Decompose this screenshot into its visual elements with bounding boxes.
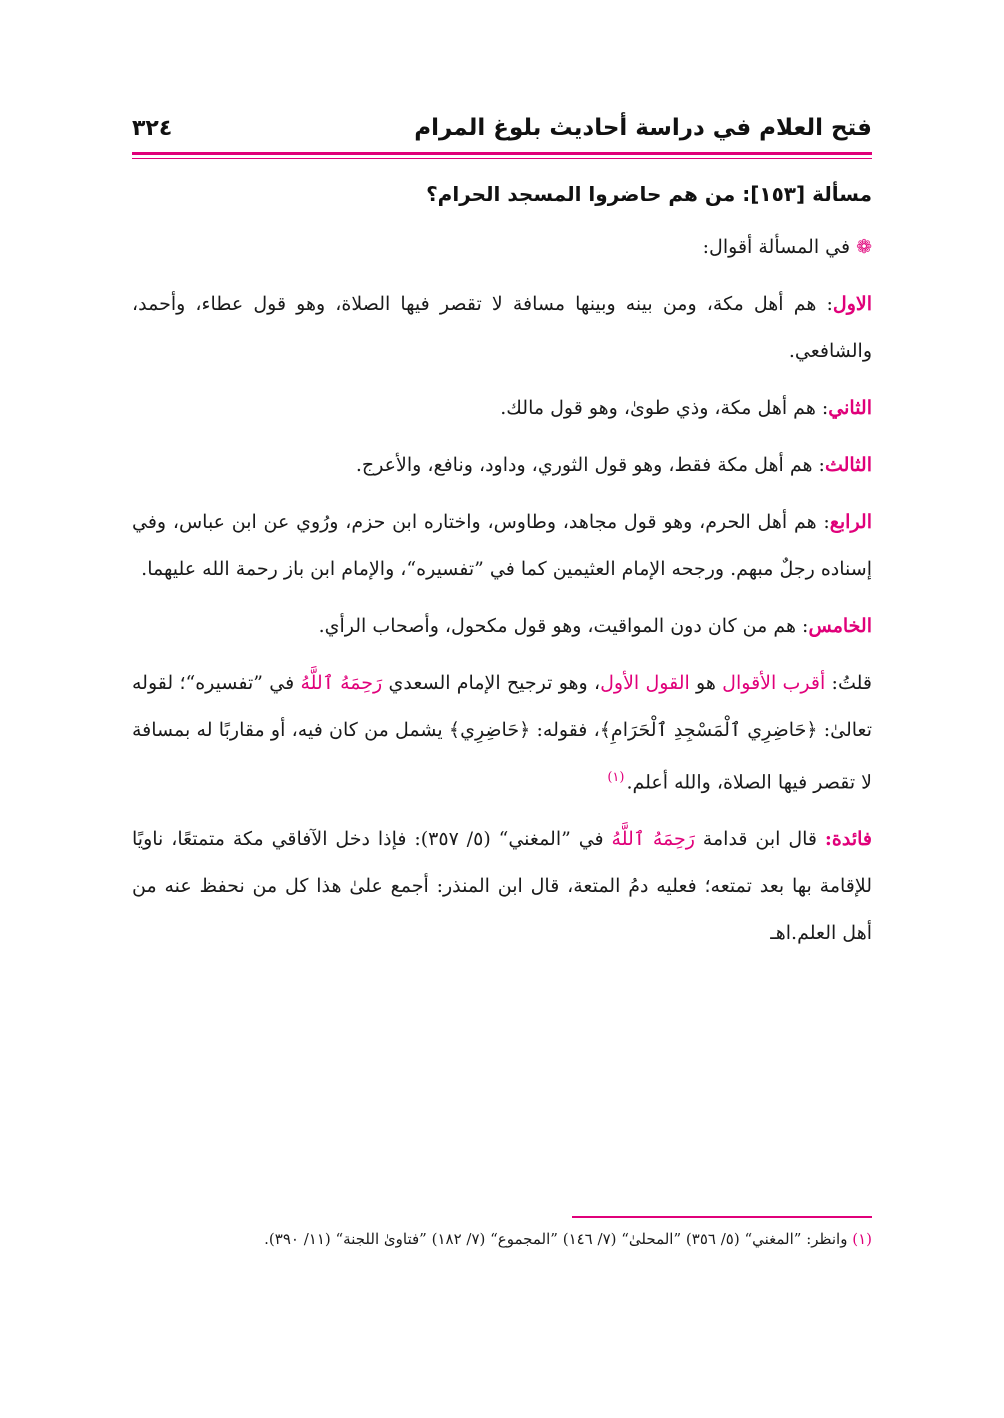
- opinion-text: : هم أهل مكة فقط، وهو قول الثوري، وداود، ونافع، والأعرج.: [355, 454, 825, 476]
- question-heading: مسألة [١٥٣]: من هم حاضروا المسجد الحرام؟: [426, 182, 872, 206]
- footnote-separator: [572, 1216, 872, 1218]
- opinion-label: الخامس: [808, 615, 872, 637]
- intro-text: في المسألة أقوال:: [702, 236, 851, 258]
- benefit-label: فائدة:: [824, 828, 872, 851]
- conclusion-highlight: أقرب الأقوال: [722, 672, 826, 694]
- conclusion-highlight-2: القول الأول: [600, 672, 690, 694]
- page-number: ٣٢٤: [132, 115, 173, 141]
- opinion-text: : هم أهل مكة، وذي طوىٰ، وهو قول مالك.: [500, 397, 829, 419]
- footnote-item: [132, 1226, 872, 1252]
- flower-bullet-icon: ❁: [856, 236, 872, 258]
- page-body: [132, 170, 872, 967]
- opinion-label: الرابع: [829, 511, 872, 533]
- conclusion-mid1: هو: [689, 672, 723, 694]
- opinion-4: [132, 499, 872, 593]
- honorific: رَحِمَهُ ٱللَّهُ: [300, 672, 383, 694]
- opinion-3: [132, 442, 872, 489]
- opinion-text: : هم من كان دون المواقيت، وهو قول مكحول، وأصحاب الرأي.: [318, 615, 809, 637]
- opinion-label: الثاني: [828, 397, 872, 419]
- footnote-ref[interactable]: (١): [607, 770, 625, 785]
- benefit-part1: قال ابن قدامة: [694, 828, 825, 851]
- header-rule-thin: [132, 158, 872, 159]
- benefit-part2: في ”المغني“ (٥/ ٣٥٧): فإذا دخل الآفاقي مكة متمتعًا، ناويًا للإقامة بها بعد تمتعه؛ فعليه دمُ المتعة، قال ابن المنذر: أجمع علىٰ هذا كل من نحفظ عنه من أهل العلم.اهـ: [132, 828, 872, 945]
- opinion-text: : هم أهل الحرم، وهو قول مجاهد، وطاوس، واختاره ابن حزم، ورُوي عن ابن عباس، وفي إسناده رجلٌ مبهم. ورجحه الإمام العثيمين كما في ”تفسيره“، والإمام ابن باز رحمة الله عليهما.: [132, 511, 872, 580]
- opinion-2: [132, 385, 872, 432]
- opinion-5: [132, 603, 872, 650]
- header-rule-thick: [132, 152, 872, 155]
- opinion-label: الثالث: [824, 454, 872, 476]
- conclusion-paragraph: [132, 660, 872, 806]
- opinion-1: [132, 281, 872, 375]
- conclusion-mid2: ، وهو ترجيح الإمام السعدي: [382, 672, 601, 694]
- conclusion-prefix: قلتُ:: [825, 672, 872, 694]
- footnote-text: وانظر: ”المغني“ (٥/ ٣٥٦) ”المحلىٰ“ (٧/ ١٤٦) ”المجموع“ (٧/ ١٨٢) ”فتاوىٰ اللجنة“ (١١/ ٣٩٠).: [264, 1230, 853, 1248]
- opinion-label: الاول: [832, 293, 872, 315]
- benefit-paragraph: [132, 816, 872, 957]
- footnotes: [132, 1226, 872, 1252]
- intro-line: [132, 224, 872, 271]
- opinion-text: : هم أهل مكة، ومن بينه وبينها مسافة لا تقصر فيها الصلاة، وهو قول عطاء، وأحمد، والشافعي.: [132, 293, 872, 362]
- footnote-number: (١): [852, 1230, 872, 1248]
- page-header: [132, 106, 872, 150]
- honorific: رَحِمَهُ ٱللَّهُ: [611, 828, 695, 851]
- conclusion-rest: في ”تفسيره“؛ لقوله تعالىٰ: ﴿حَاضِرِي ٱلْمَسْجِدِ ٱلْحَرَامِ﴾، فقوله: ﴿حَاضِرِي﴾ يشمل من كان فيه، أو مقاربًا له بمسافة لا تقصر فيها الصلاة، والله أعلم.: [132, 672, 872, 794]
- book-title: فتح العلام في دراسة أحاديث بلوغ المرام: [414, 115, 872, 141]
